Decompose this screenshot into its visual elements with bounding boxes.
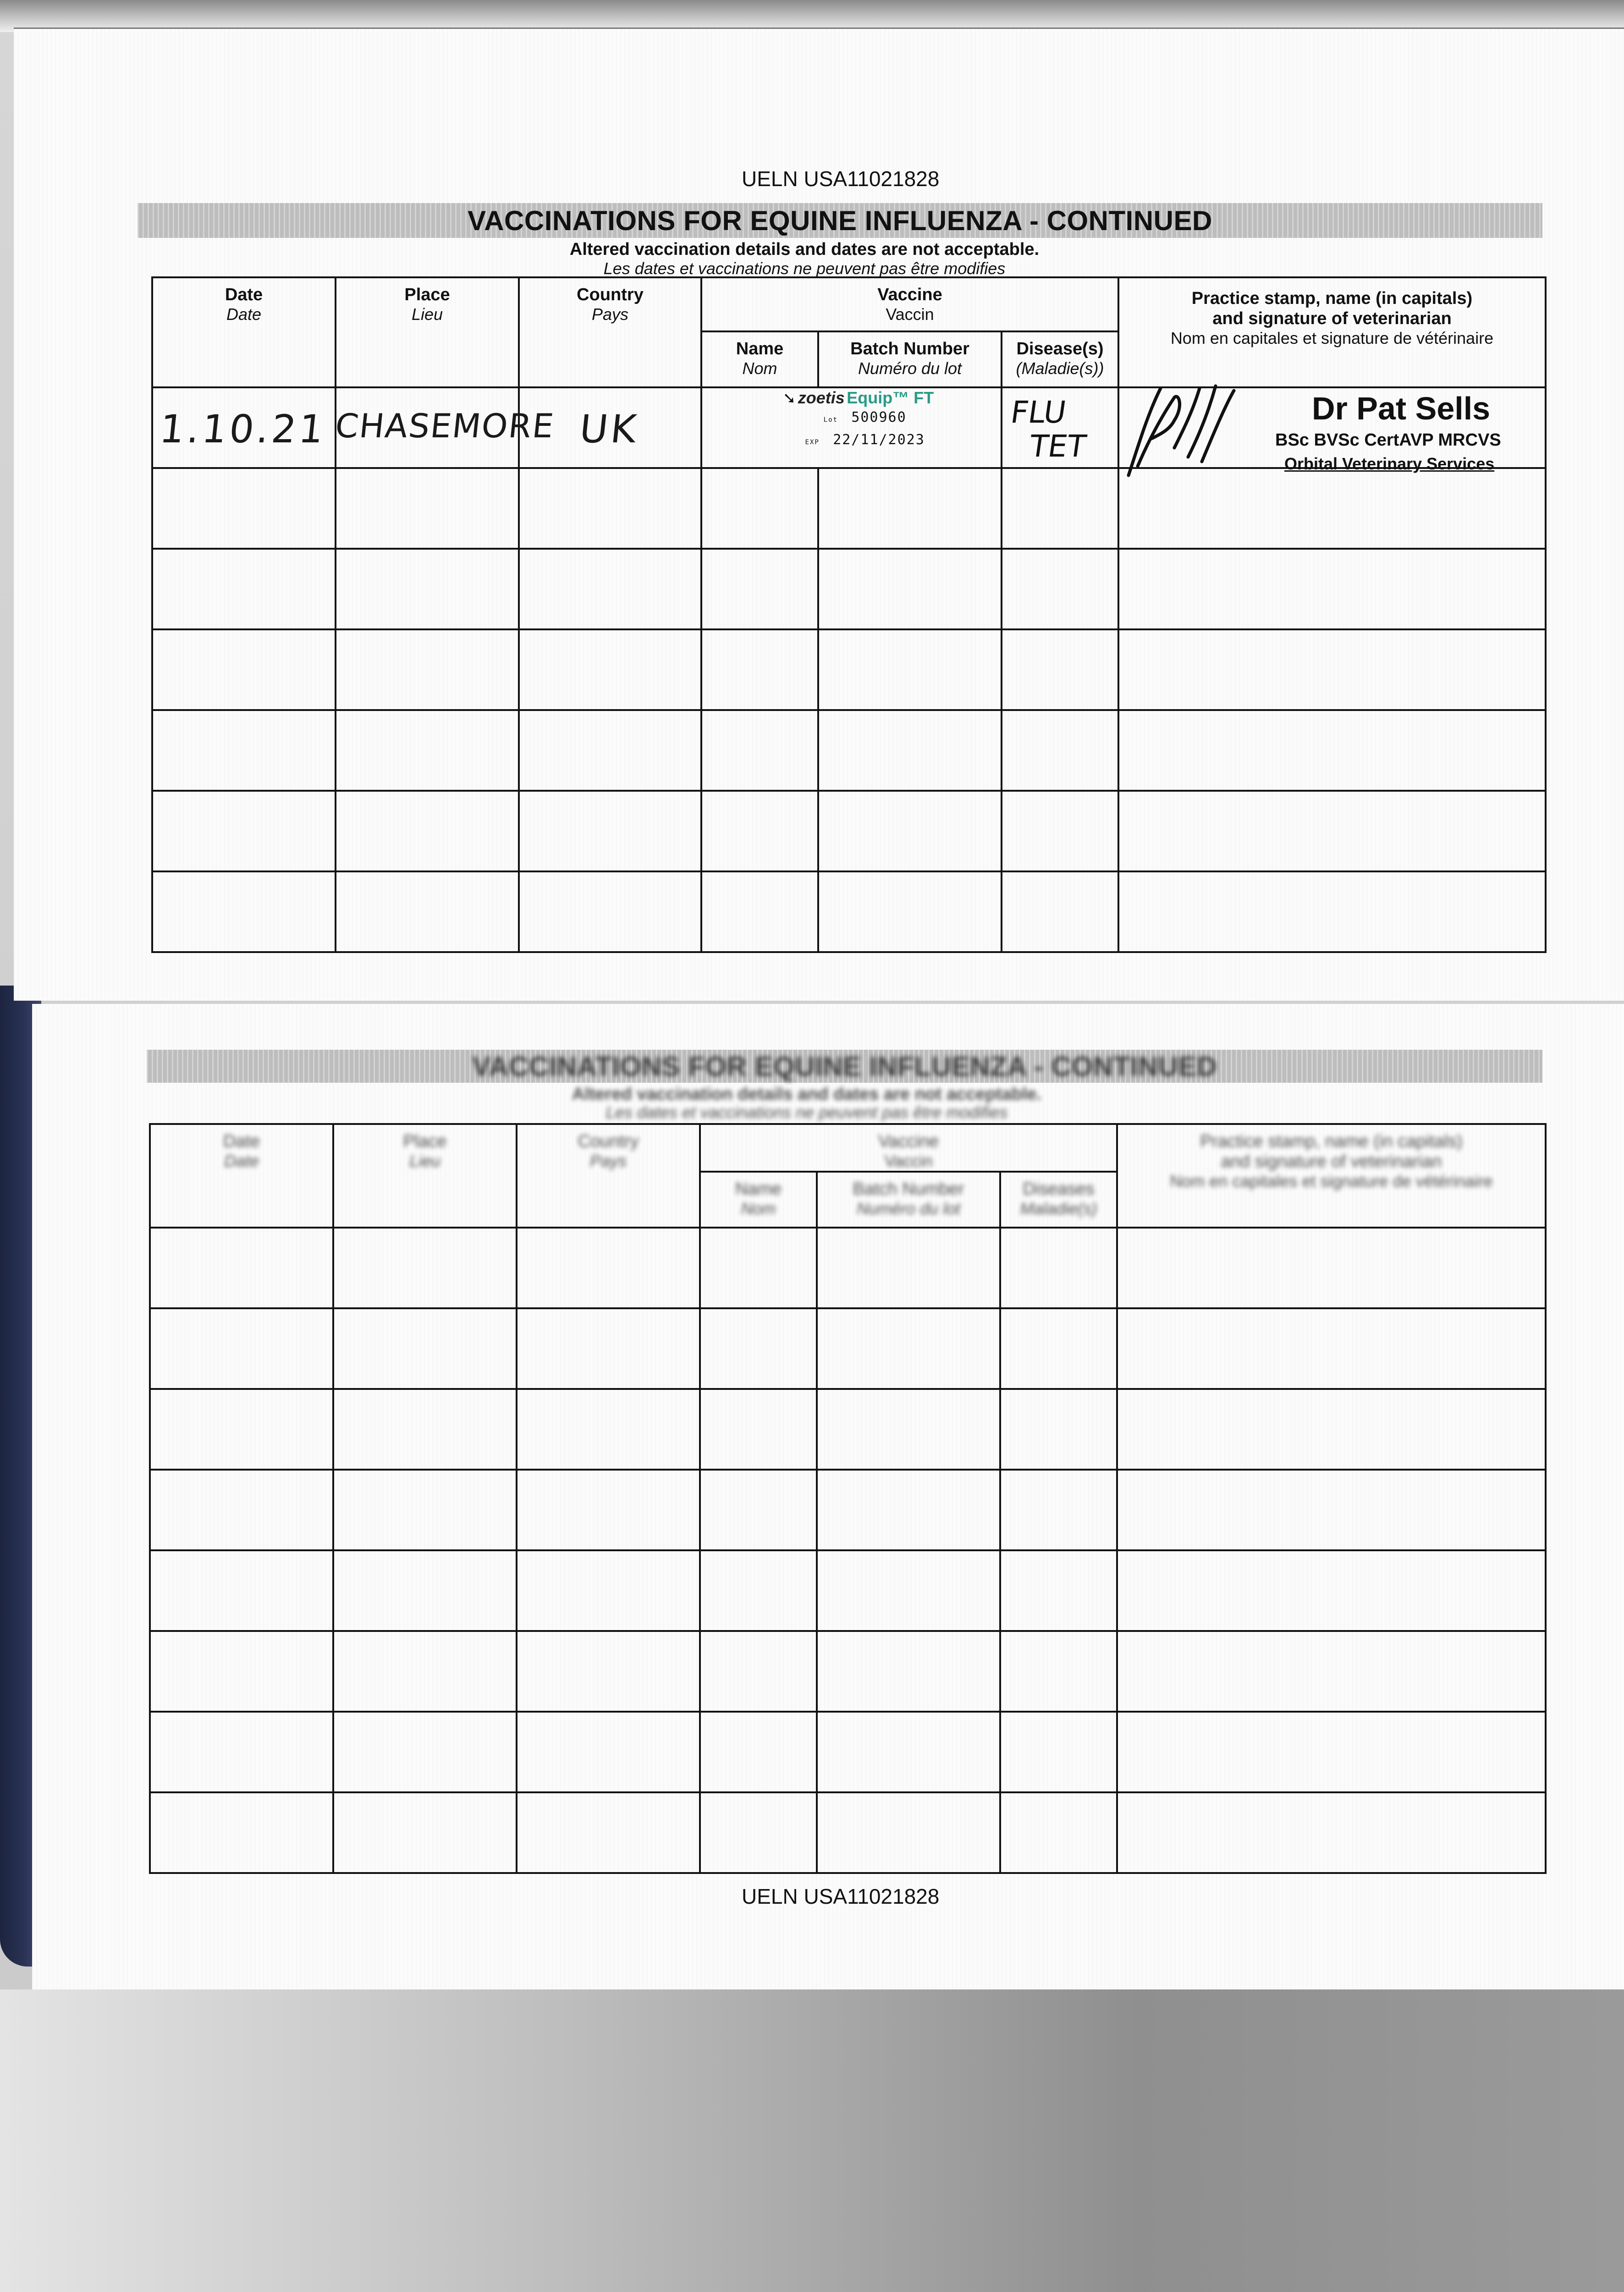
- header-disease-en-faded: Diseases: [1023, 1179, 1095, 1199]
- empty-cell[interactable]: [333, 1228, 517, 1308]
- header-stamp-en-1: Practice stamp, name (in capitals): [1191, 289, 1473, 308]
- col-country-header: [519, 277, 701, 387]
- empty-cell[interactable]: [333, 1792, 517, 1873]
- col-vaccine-header: [701, 277, 1118, 331]
- vet-name: Dr Pat Sells: [1312, 391, 1491, 426]
- col-stamp-header-faded: [1117, 1124, 1546, 1228]
- empty-cell[interactable]: [700, 1228, 817, 1308]
- empty-cell[interactable]: [1000, 1712, 1117, 1792]
- empty-cell[interactable]: [519, 468, 701, 549]
- empty-cell[interactable]: [150, 1308, 333, 1389]
- col-place-header-faded: [333, 1124, 517, 1228]
- empty-cell[interactable]: [517, 1712, 700, 1792]
- col-batch-header: [818, 331, 1002, 387]
- empty-cell[interactable]: [817, 1631, 1000, 1712]
- entry-date: 1.10.21: [157, 407, 329, 452]
- header-stamp-fr-faded: Nom en capitales et signature de vétérinaire: [1170, 1172, 1493, 1190]
- table-row: [152, 791, 1546, 871]
- col-date-header: [152, 277, 336, 387]
- table-row: [152, 549, 1546, 629]
- empty-cell[interactable]: [817, 1308, 1000, 1389]
- sticker-product: Equip™ FT: [847, 388, 934, 407]
- empty-cell[interactable]: [1118, 629, 1546, 710]
- sticker-lot-label: Lot: [823, 416, 838, 424]
- entry-country: UK: [577, 407, 641, 452]
- empty-cell[interactable]: [817, 1389, 1000, 1470]
- header-vaccine-en: Vaccine: [877, 285, 942, 304]
- empty-cell[interactable]: [701, 710, 818, 791]
- empty-cell[interactable]: [1002, 468, 1118, 549]
- header-place-en: Place: [404, 285, 450, 304]
- header-country-en: Country: [577, 285, 644, 304]
- empty-cell[interactable]: [517, 1308, 700, 1389]
- empty-cell[interactable]: [333, 1389, 517, 1470]
- header-name-en: Name: [736, 339, 784, 358]
- empty-cell[interactable]: [152, 871, 336, 952]
- vet-practice: Orbital Veterinary Services: [1284, 454, 1495, 473]
- vet-qualifications: BSc BVSc CertAVP MRCVS: [1275, 430, 1501, 450]
- empty-cell[interactable]: [701, 871, 818, 952]
- header-stamp-en-2-faded: and signature of veterinarian: [1221, 1152, 1442, 1171]
- header-disease-en: Disease(s): [1016, 339, 1104, 358]
- empty-cell[interactable]: [150, 1389, 333, 1470]
- empty-cell[interactable]: [519, 549, 701, 629]
- col-name-header: [701, 331, 818, 387]
- empty-cell[interactable]: [701, 791, 818, 871]
- sticker-exp: 22/11/2023: [833, 432, 925, 448]
- empty-cell[interactable]: [1000, 1389, 1117, 1470]
- entry-disease-1: FLU: [1008, 395, 1068, 430]
- empty-cell[interactable]: [818, 629, 1002, 710]
- col-place-header: [336, 277, 519, 387]
- header-country-en-faded: Country: [578, 1132, 639, 1151]
- empty-cell[interactable]: [150, 1550, 333, 1631]
- table-row: [150, 1470, 1546, 1550]
- empty-cell[interactable]: [1118, 549, 1546, 629]
- empty-cell[interactable]: [517, 1470, 700, 1550]
- empty-cell[interactable]: [152, 629, 336, 710]
- empty-cell[interactable]: [519, 629, 701, 710]
- empty-cell[interactable]: [818, 468, 1002, 549]
- vet-stamp-cell: [1118, 387, 1546, 473]
- col-disease-header-faded: [1000, 1172, 1117, 1228]
- empty-cell[interactable]: [333, 1712, 517, 1792]
- empty-cell[interactable]: [817, 1792, 1000, 1873]
- empty-cell[interactable]: [152, 549, 336, 629]
- header-date-fr-faded: Date: [224, 1152, 259, 1170]
- empty-cell[interactable]: [1002, 629, 1118, 710]
- passport-page-bottom: [32, 1004, 1624, 2003]
- sticker-maker: zoetis: [798, 388, 845, 407]
- empty-cell[interactable]: [700, 1712, 817, 1792]
- table-row: [150, 1228, 1546, 1308]
- empty-cell[interactable]: [336, 871, 519, 952]
- empty-cell[interactable]: [817, 1470, 1000, 1550]
- vaccination-table: [151, 276, 1547, 953]
- empty-cell[interactable]: [517, 1389, 700, 1470]
- header-country-fr: Pays: [591, 305, 629, 324]
- empty-cell[interactable]: [333, 1308, 517, 1389]
- empty-cell[interactable]: [1000, 1308, 1117, 1389]
- empty-cell[interactable]: [150, 1712, 333, 1792]
- empty-cell[interactable]: [817, 1228, 1000, 1308]
- empty-cell[interactable]: [336, 549, 519, 629]
- notice-en-faded: Altered vaccination details and dates are not acceptable.: [572, 1085, 1042, 1104]
- empty-cell[interactable]: [517, 1228, 700, 1308]
- entry-place-cell: [333, 387, 556, 468]
- empty-cell[interactable]: [336, 468, 519, 549]
- table-row: [152, 629, 1546, 710]
- table-row: [152, 710, 1546, 791]
- header-date-en: Date: [225, 285, 263, 304]
- sticker-exp-label: EXP: [805, 439, 820, 446]
- col-vaccine-header-faded: [700, 1124, 1117, 1172]
- header-disease-fr-faded: Maladie(s): [1020, 1199, 1097, 1218]
- col-country-header-faded: [517, 1124, 700, 1228]
- empty-cell[interactable]: [817, 1550, 1000, 1631]
- table-row: [150, 1631, 1546, 1712]
- empty-cell[interactable]: [517, 1631, 700, 1712]
- empty-cell[interactable]: [817, 1712, 1000, 1792]
- empty-cell[interactable]: [333, 1550, 517, 1631]
- header-date-en-faded: Date: [223, 1132, 260, 1151]
- empty-cell[interactable]: [150, 1470, 333, 1550]
- col-name-header-faded: [700, 1172, 817, 1228]
- vaccine-sticker: [701, 387, 1002, 468]
- ueln-number: UELN USA11021828: [742, 167, 940, 191]
- header-stamp-fr: Nom en capitales et signature de vétérinaire: [1170, 329, 1494, 347]
- empty-cell[interactable]: [333, 1631, 517, 1712]
- empty-cell[interactable]: [1117, 1308, 1546, 1389]
- header-batch-fr: Numéro du lot: [858, 359, 962, 378]
- col-batch-header-faded: [817, 1172, 1000, 1228]
- empty-cell[interactable]: [152, 791, 336, 871]
- sticker-lot: 500960: [851, 409, 907, 425]
- empty-cell[interactable]: [818, 871, 1002, 952]
- section-title-faded: VACCINATIONS FOR EQUINE INFLUENZA - CONTINUED: [472, 1051, 1217, 1082]
- entry-disease-2: TET: [1027, 429, 1089, 464]
- empty-cell[interactable]: [1002, 791, 1118, 871]
- table-row: [150, 1792, 1546, 1873]
- empty-cell[interactable]: [1000, 1792, 1117, 1873]
- col-disease-header: [1002, 331, 1118, 387]
- empty-cell[interactable]: [1117, 1631, 1546, 1712]
- empty-cell[interactable]: [1118, 791, 1546, 871]
- section-title-banner: [138, 203, 1542, 238]
- header-batch-fr-faded: Numéro du lot: [856, 1199, 961, 1218]
- notice-en: Altered vaccination details and dates are not acceptable.: [569, 240, 1040, 259]
- notice-fr-faded: Les dates et vaccinations ne peuvent pas être modifies: [606, 1103, 1008, 1122]
- ueln-number-bottom: UELN USA11021828: [742, 1884, 940, 1908]
- empty-cell[interactable]: [150, 1792, 333, 1873]
- empty-cell[interactable]: [1117, 1228, 1546, 1308]
- empty-cell[interactable]: [700, 1792, 817, 1873]
- empty-cell[interactable]: [1000, 1228, 1117, 1308]
- table-row: [150, 1712, 1546, 1792]
- header-batch-en-faded: Batch Number: [853, 1179, 964, 1199]
- header-name-fr-faded: Nom: [741, 1199, 776, 1218]
- empty-cell[interactable]: [517, 1550, 700, 1631]
- empty-cell[interactable]: [150, 1631, 333, 1712]
- passport-page-top: [14, 28, 1624, 1001]
- header-vaccine-fr-faded: Vaccin: [884, 1152, 933, 1170]
- empty-cell[interactable]: [1002, 871, 1118, 952]
- entry-place: CHASEMORE: [333, 407, 556, 445]
- header-place-fr: Lieu: [411, 305, 443, 324]
- empty-cell[interactable]: [1118, 871, 1546, 952]
- entry-date-cell: [152, 387, 336, 468]
- header-stamp-en-1-faded: Practice stamp, name (in capitals): [1200, 1132, 1463, 1151]
- empty-cell[interactable]: [1117, 1389, 1546, 1470]
- table-row: [152, 871, 1546, 952]
- empty-cell[interactable]: [1117, 1470, 1546, 1550]
- notice-fr: Les dates et vaccinations ne peuvent pas être modifies: [603, 259, 1006, 278]
- empty-cell[interactable]: [701, 549, 818, 629]
- header-stamp-en-2: and signature of veterinarian: [1212, 309, 1452, 328]
- empty-cell[interactable]: [519, 710, 701, 791]
- header-disease-fr: (Maladie(s)): [1016, 359, 1104, 378]
- header-batch-en: Batch Number: [850, 339, 969, 358]
- empty-cell[interactable]: [336, 791, 519, 871]
- empty-cell[interactable]: [1002, 549, 1118, 629]
- section-title: VACCINATIONS FOR EQUINE INFLUENZA - CONTINUED: [468, 205, 1212, 236]
- header-vaccine-fr: Vaccin: [886, 305, 934, 324]
- section-title-banner-faded: [147, 1050, 1542, 1083]
- header-country-fr-faded: Pays: [589, 1152, 627, 1170]
- col-date-header-faded: [150, 1124, 333, 1228]
- signature-icon: [1119, 379, 1257, 485]
- empty-cell[interactable]: [700, 1550, 817, 1631]
- col-stamp-header: [1118, 277, 1546, 387]
- empty-cell[interactable]: [1118, 710, 1546, 791]
- header-place-en-faded: Place: [403, 1132, 447, 1151]
- scanner-bottom-edge: [0, 1989, 1624, 2292]
- vaccination-table-blank: [149, 1123, 1547, 1874]
- empty-cell[interactable]: [517, 1792, 700, 1873]
- empty-cell[interactable]: [1000, 1470, 1117, 1550]
- header-vaccine-en-faded: Vaccine: [878, 1132, 939, 1151]
- empty-cell[interactable]: [1000, 1550, 1117, 1631]
- empty-cell[interactable]: [1117, 1712, 1546, 1792]
- empty-cell[interactable]: [519, 791, 701, 871]
- empty-cell[interactable]: [336, 629, 519, 710]
- table-row: [152, 468, 1546, 549]
- empty-cell[interactable]: [700, 1470, 817, 1550]
- table-row: [150, 1550, 1546, 1631]
- empty-cell[interactable]: [818, 549, 1002, 629]
- empty-cell[interactable]: [336, 710, 519, 791]
- header-name-en-faded: Name: [735, 1179, 782, 1199]
- empty-cell[interactable]: [152, 710, 336, 791]
- empty-cell[interactable]: [700, 1308, 817, 1389]
- empty-cell[interactable]: [818, 710, 1002, 791]
- zoetis-arrow-icon: ➘: [782, 390, 796, 407]
- empty-cell[interactable]: [1117, 1792, 1546, 1873]
- empty-cell[interactable]: [1000, 1631, 1117, 1712]
- entry-disease-cell: [1002, 387, 1118, 468]
- empty-cell[interactable]: [150, 1228, 333, 1308]
- table-row: [152, 387, 1546, 468]
- empty-cell[interactable]: [152, 468, 336, 549]
- empty-cell[interactable]: [1117, 1550, 1546, 1631]
- empty-cell[interactable]: [700, 1631, 817, 1712]
- empty-cell[interactable]: [700, 1389, 817, 1470]
- header-place-fr-faded: Lieu: [409, 1152, 441, 1170]
- table-row: [150, 1308, 1546, 1389]
- header-date-fr: Date: [226, 305, 262, 324]
- header-name-fr: Nom: [742, 359, 777, 378]
- empty-cell[interactable]: [701, 468, 818, 549]
- empty-cell[interactable]: [701, 629, 818, 710]
- empty-cell[interactable]: [333, 1470, 517, 1550]
- empty-cell[interactable]: [1002, 710, 1118, 791]
- table-row: [150, 1389, 1546, 1470]
- empty-cell[interactable]: [519, 871, 701, 952]
- empty-cell[interactable]: [818, 791, 1002, 871]
